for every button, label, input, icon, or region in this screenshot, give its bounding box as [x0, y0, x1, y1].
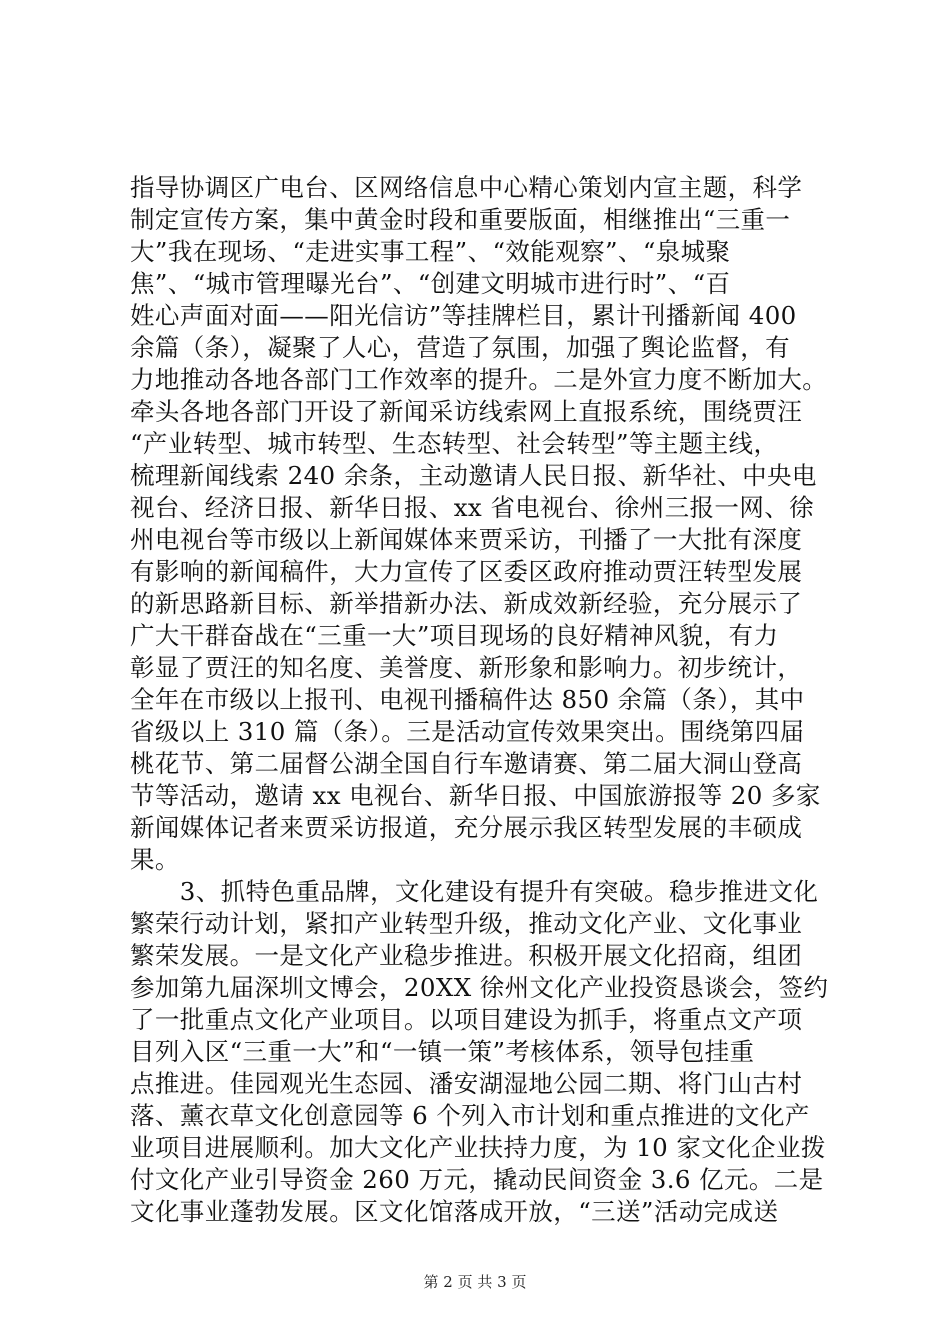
text-line: 全年在市级以上报刊、电视刊播稿件达 850 余篇（条），其中: [130, 685, 805, 714]
text-line: 3、抓特色重品牌，文化建设有提升有突破。稳步推进文化: [130, 877, 819, 906]
text-line: 梳理新闻线索 240 余条，主动邀请人民日报、新华社、中央电: [130, 461, 817, 490]
text-line: 彰显了贾汪的知名度、美誉度、新形象和影响力。初步统计，: [130, 653, 803, 682]
text-line: 省级以上 310 篇（条）。三是活动宣传效果突出。围绕第四届: [130, 717, 805, 746]
text-line: 节等活动，邀请 xx 电视台、新华日报、中国旅游报等 20 多家: [130, 781, 821, 810]
text-line: 有影响的新闻稿件，大力宣传了区委区政府推动贾汪转型发展: [130, 557, 803, 586]
text-line: 视台、经济日报、新华日报、xx 省电视台、徐州三报一网、徐: [130, 493, 815, 522]
page-footer: 第 2 页 共 3 页: [423, 1273, 527, 1291]
text-line: 桃花节、第二届督公湖全国自行车邀请赛、第二届大洞山登高: [130, 749, 803, 778]
text-line: 新闻媒体记者来贾采访报道，充分展示我区转型发展的丰硕成: [130, 813, 803, 842]
text-line: “产业转型、城市转型、生态转型、社会转型”等主题主线，: [130, 429, 779, 458]
text-line: 牵头各地各部门开设了新闻采访线索网上直报系统，围绕贾汪: [130, 397, 803, 426]
text-line: 大”我在现场、“走进实事工程”、“效能观察”、“泉城聚: [130, 237, 731, 266]
text-line: 了一批重点文化产业项目。以项目建设为抓手，将重点文产项: [130, 1005, 803, 1034]
text-line: 目列入区“三重一大”和“一镇一策”考核体系，领导包挂重: [130, 1037, 755, 1066]
text-line: 付文化产业引导资金 260 万元，撬动民间资金 3.6 亿元。二是: [130, 1165, 824, 1194]
text-line: 州电视台等市级以上新闻媒体来贾采访，刊播了一大批有深度: [130, 525, 803, 554]
text-line: 指导协调区广电台、区网络信息中心精心策划内宣主题，科学: [130, 173, 803, 202]
text-line: 制定宣传方案，集中黄金时段和重要版面，相继推出“三重一: [130, 205, 791, 234]
text-line: 余篇（条），凝聚了人心，营造了氛围，加强了舆论监督，有: [130, 333, 791, 362]
text-line: 繁荣发展。一是文化产业稳步推进。积极开展文化招商，组团: [130, 941, 803, 970]
text-line: 繁荣行动计划，紧扣产业转型升级，推动文化产业、文化事业: [130, 909, 803, 938]
text-line: 参加第九届深圳文博会，20XX 徐州文化产业投资恳谈会，签约: [130, 973, 829, 1002]
text-line: 果。: [130, 845, 180, 874]
text-line: 广大干群奋战在“三重一大”项目现场的良好精神风貌，有力: [130, 621, 779, 650]
text-line: 焦”、“城市管理曝光台”、“创建文明城市进行时”、“百: [130, 269, 731, 298]
text-line: 力地推动各地各部门工作效率的提升。二是外宣力度不断加大。: [130, 365, 828, 394]
text-line: 文化事业蓬勃发展。区文化馆落成开放，“三送”活动完成送: [130, 1197, 779, 1226]
text-line: 姓心声面对面——阳光信访”等挂牌栏目，累计刊播新闻 400: [130, 301, 797, 330]
text-line: 落、薰衣草文化创意园等 6 个列入市计划和重点推进的文化产: [130, 1101, 810, 1130]
text-line: 的新思路新目标、新举措新办法、新成效新经验，充分展示了: [130, 589, 803, 618]
text-line: 业项目进展顺利。加大文化产业扶持力度，为 10 家文化企业拨: [130, 1133, 826, 1162]
body-text: [130, 172, 830, 1228]
text-line: 点推进。佳园观光生态园、潘安湖湿地公园二期、将门山古村: [130, 1069, 803, 1098]
